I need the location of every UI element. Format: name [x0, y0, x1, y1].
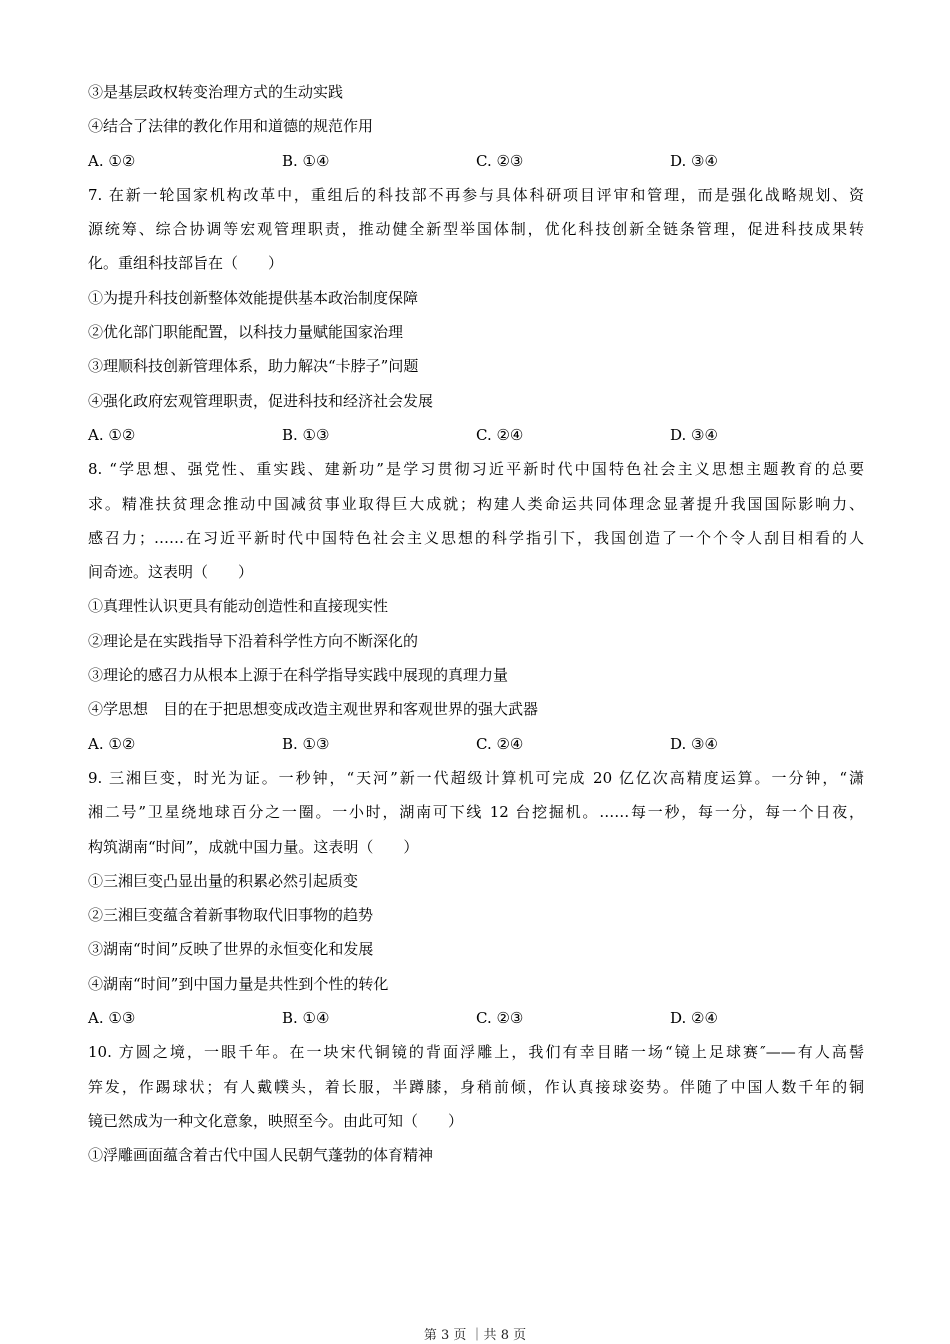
option-item: ④强化政府宏观管理职责，促进科技和经济社会发展 — [88, 391, 434, 410]
question-7-stem — [88, 178, 864, 281]
stem-line: 7. 在新一轮国家机构改革中，重组后的科技部不再参与具体科研项目评审和管理，而是强化战略规划、资 — [88, 185, 864, 204]
question-10-stem — [88, 1035, 864, 1138]
stem-line: 源统筹、综合协调等宏观管理职责，推动健全新型举国体制，优化科技创新全链条管理，促进科技成果转 — [88, 220, 864, 239]
choice-b: B. ①③ — [282, 425, 330, 444]
choice-c: C. ②③ — [476, 1009, 524, 1028]
stem-line: 化。重组科技部旨在（ ） — [88, 254, 284, 273]
choice-b: B. ①④ — [282, 151, 330, 170]
choice-a: A. ①③ — [88, 1009, 136, 1028]
option-item: ③理顺科技创新管理体系，助力解决“卡脖子”问题 — [88, 357, 419, 376]
option-item: ①三湘巨变凸显出量的积累必然引起质变 — [88, 871, 359, 890]
option-item: ④学思想 目的在于把思想变成改造主观世界和客观世界的强大武器 — [88, 700, 539, 719]
option-item: ④湖南“时间”到中国力量是共性到个性的转化 — [88, 974, 389, 993]
choice-b: B. ①④ — [282, 1009, 330, 1028]
option-item: ①为提升科技创新整体效能提供基本政治制度保障 — [88, 288, 419, 307]
stem-line: 感召力；……在习近平新时代中国特色社会主义思想的科学指引下，我国创造了一个个令人刮目相看的人 — [88, 528, 864, 547]
stem-line: 镜已然成为一种文化意象，映照至今。由此可知（ ） — [88, 1111, 464, 1130]
option-item: ③湖南“时间”反映了世界的永恒变化和发展 — [88, 940, 374, 959]
choice-c: C. ②④ — [476, 734, 524, 753]
choice-c: C. ②③ — [476, 151, 524, 170]
option-item: ①真理性认识更具有能动创造性和直接现实性 — [88, 597, 389, 616]
option-item: ②优化部门职能配置，以科技力量赋能国家治理 — [88, 323, 404, 342]
stem-line: 求。精准扶贫理念推动中国减贫事业取得巨大成就；构建人类命运共同体理念显著提升我国国际影响力、 — [88, 494, 864, 513]
stem-line: 9. 三湘巨变，时光为证。一秒钟，“天河”新一代超级计算机可完成 20 亿亿次高精度运算。一分钟，“潇 — [88, 768, 864, 787]
page-footer: 第 3 页 ｜共 8 页 — [423, 1328, 527, 1343]
option-item: ①浮雕画面蕴含着古代中国人民朝气蓬勃的体育精神 — [88, 1146, 434, 1165]
stem-line: 湘二号”卫星绕地球百分之一圈。一小时，湖南可下线 12 台挖掘机。……每一秒，每一分，每一个日夜， — [88, 803, 864, 822]
choice-d: D. ③④ — [670, 151, 718, 170]
choice-b: B. ①③ — [282, 734, 330, 753]
answer-choices — [88, 1001, 864, 1035]
stem-line: 8. “学思想、强党性、重实践、建新功”是学习贯彻习近平新时代中国特色社会主义思想主题教育的总要 — [88, 460, 864, 479]
stem-line: 笄发，作踢球状；有人戴幞头，着长服，半蹲膝，身稍前倾，作认真接球姿势。伴随了中国人数千年的铜 — [88, 1077, 864, 1096]
question-8-stem — [88, 452, 864, 589]
answer-choices — [88, 418, 864, 452]
choice-c: C. ②④ — [476, 425, 524, 444]
choice-a: A. ①② — [88, 734, 136, 753]
choice-a: A. ①② — [88, 151, 136, 170]
exam-page-content — [88, 75, 864, 1173]
stem-line: 构筑湖南“时间”，成就中国力量。这表明（ ） — [88, 837, 419, 856]
option-item: ②三湘巨变蕴含着新事物取代旧事物的趋势 — [88, 906, 374, 925]
option-item: ③理论的感召力从根本上源于在科学指导实践中展现的真理力量 — [88, 666, 509, 685]
answer-choices — [88, 727, 864, 761]
choice-d: D. ②④ — [670, 1009, 718, 1028]
option-item: ②理论是在实践指导下沿着科学性方向不断深化的 — [88, 631, 419, 650]
stem-line: 10. 方圆之境，一眼千年。在一块宋代铜镜的背面浮雕上，我们有幸目睹一场“镜上足球赛″——有人高髻 — [88, 1043, 864, 1062]
option-item: ④结合了法律的教化作用和道德的规范作用 — [88, 117, 374, 136]
option-item: ③是基层政权转变治理方式的生动实践 — [88, 83, 344, 101]
stem-line: 间奇迹。这表明（ ） — [88, 563, 254, 582]
choice-a: A. ①② — [88, 425, 136, 444]
question-9-stem — [88, 761, 864, 864]
choice-d: D. ③④ — [670, 425, 718, 444]
answer-choices — [88, 144, 864, 178]
choice-d: D. ③④ — [670, 734, 718, 753]
